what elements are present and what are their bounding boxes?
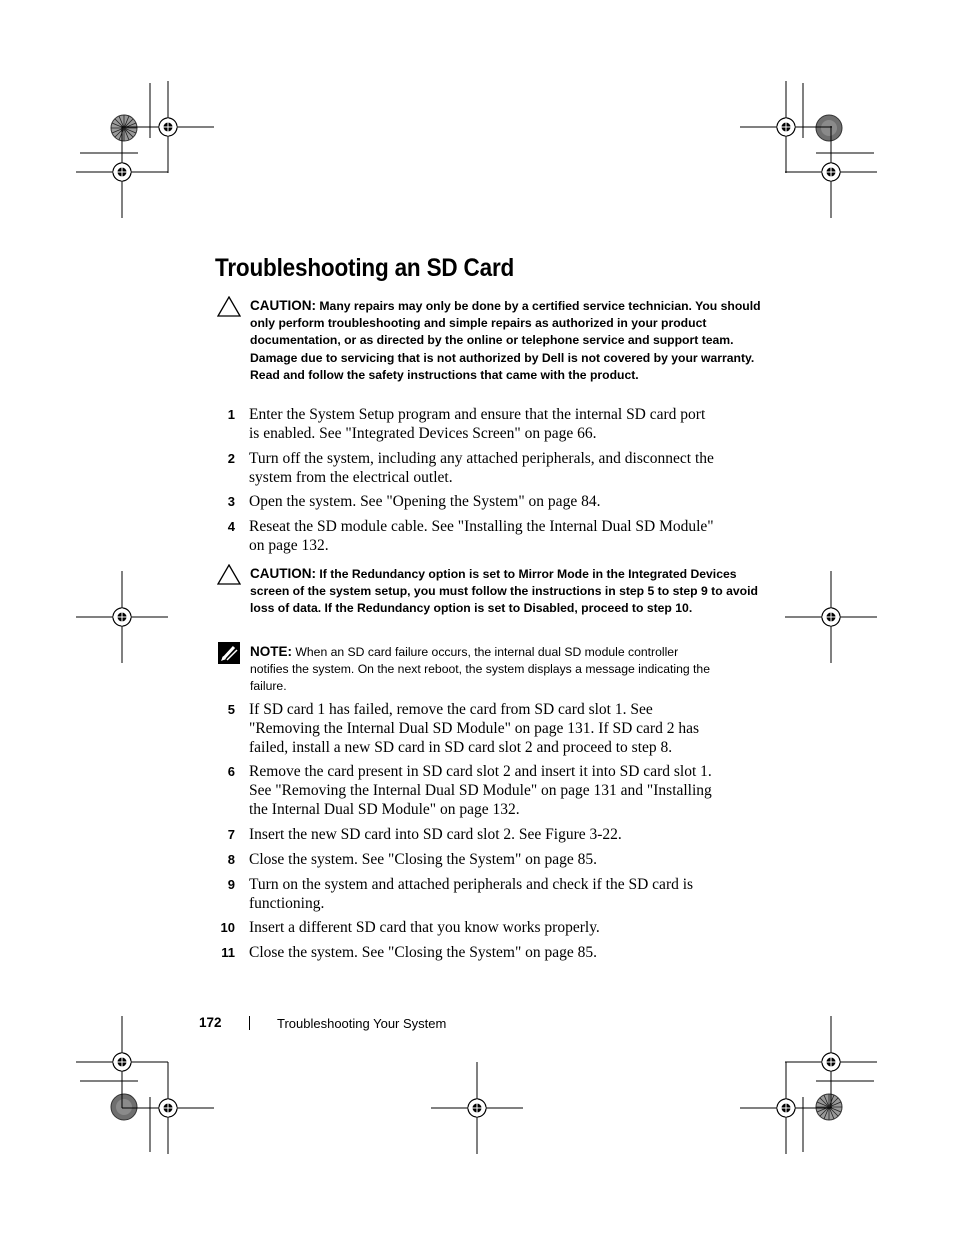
- step-number: 8: [227, 852, 235, 867]
- top-right-marks: [740, 81, 877, 218]
- caution-label: CAUTION:: [250, 298, 316, 313]
- step-text: Remove the card present in SD card slot 2 and insert it into SD card slot 1. See "Removing the Internal Dual SD Module" on page 131 and "Installing the Internal Dual SD Module" on page 132.: [249, 763, 712, 818]
- caution-triangle-icon: [217, 564, 241, 585]
- step-text: Enter the System Setup program and ensure that the internal SD card port is enabled. See "Integrated Devices Screen" on page 66.: [249, 406, 706, 442]
- step-number: 9: [227, 877, 235, 892]
- top-left-marks: [76, 81, 214, 218]
- note-label: NOTE:: [250, 644, 292, 659]
- bottom-center-marks: [431, 1062, 523, 1154]
- step-number: 5: [227, 702, 235, 717]
- step-number: 11: [221, 945, 235, 960]
- step-text: Insert a different SD card that you know works properly.: [249, 919, 600, 936]
- step-text: Reseat the SD module cable. See "Installing the Internal Dual SD Module" on page 132.: [249, 518, 714, 554]
- footer-divider: [249, 1016, 250, 1030]
- caution-text: Many repairs may only be done by a certified service technician. You should only perform troubleshooting and simple repairs as authorized in your product documentation, or as directed by the online or telephone service and support team. Damage due to servicing that is not authorized by Dell is not covered by your warranty. Read and follow the safety instructions that came with the product.: [250, 299, 761, 382]
- note-pencil-icon: [218, 642, 240, 664]
- caution-label: CAUTION:: [250, 566, 316, 581]
- footer-section-title: Troubleshooting Your System: [277, 1016, 447, 1031]
- step-text: If SD card 1 has failed, remove the card from SD card slot 1. See "Removing the Internal Dual SD Module" on page 131. If SD card 2 has failed, install a new SD card in SD card slot 2 and proceed to step 8.: [249, 701, 700, 756]
- caution-notice: [250, 565, 765, 618]
- caution-triangle-icon: [217, 296, 241, 317]
- page-title: Troubleshooting an SD Card: [215, 254, 515, 282]
- page-number: 172: [199, 1015, 222, 1030]
- note-text: When an SD card failure occurs, the internal dual SD module controller notifies the system. On the next reboot, the system displays a message indicating the failure.: [250, 645, 710, 694]
- step-number: 1: [227, 407, 235, 422]
- step-text: Open the system. See "Opening the System" on page 84.: [249, 493, 601, 510]
- step-text: Close the system. See "Closing the System" on page 85.: [249, 851, 598, 868]
- step-number: 10: [220, 920, 235, 935]
- step-text: Insert the new SD card into SD card slot 2. See Figure 3-22.: [249, 826, 622, 843]
- step-number: 7: [227, 827, 235, 842]
- note-notice: [250, 643, 720, 696]
- mid-right-marks: [785, 571, 877, 663]
- caution-notice: [250, 297, 765, 384]
- step-text: Turn on the system and attached peripherals and check if the SD card is functioning.: [249, 876, 694, 912]
- step-text: Turn off the system, including any attached peripherals, and disconnect the system from the electrical outlet.: [249, 450, 714, 486]
- step-number: 3: [227, 494, 235, 509]
- step-text: Close the system. See "Closing the System" on page 85.: [249, 944, 598, 961]
- step-number: 4: [227, 519, 235, 534]
- bottom-right-marks: [740, 1016, 877, 1154]
- bottom-left-marks: [76, 1016, 214, 1154]
- mid-left-marks: [76, 571, 168, 663]
- step-number: 6: [227, 764, 235, 779]
- step-number: 2: [227, 451, 235, 466]
- caution-text: If the Redundancy option is set to Mirror Mode in the Integrated Devices screen of the system setup, you must follow the instructions in step 5 to step 9 to avoid loss of data. If the Redundancy option is set to Disabled, proceed to step 10.: [250, 567, 758, 616]
